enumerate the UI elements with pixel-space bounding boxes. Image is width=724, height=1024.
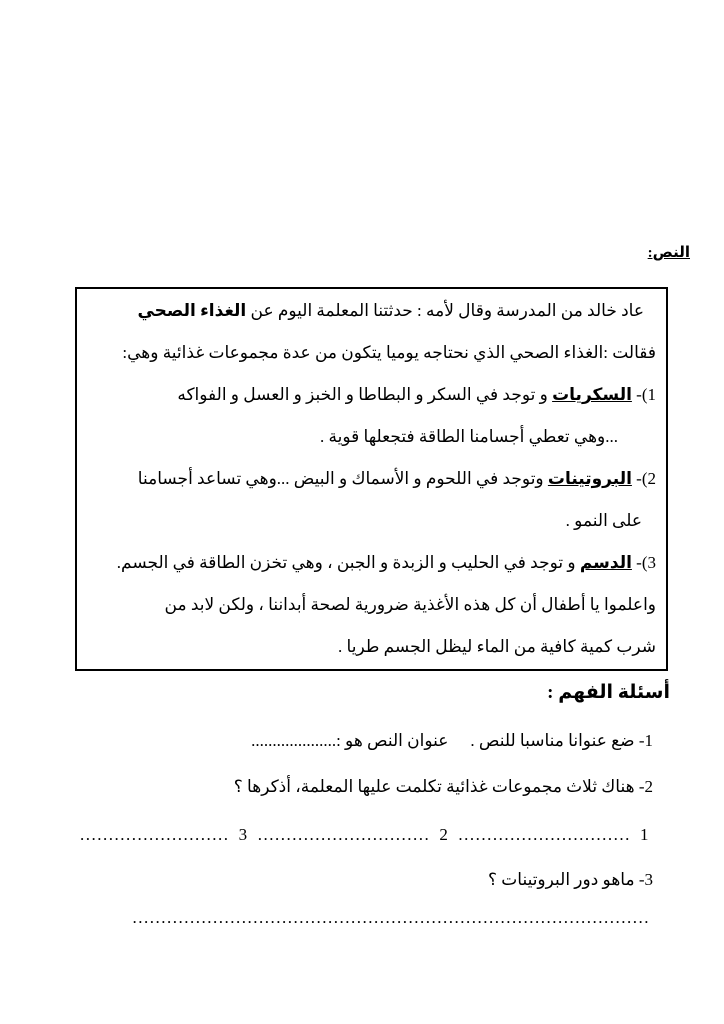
question-3: 3- ماهو دور البروتينات ؟	[487, 870, 653, 889]
intro-line-1	[87, 290, 656, 332]
question-1	[0, 729, 653, 753]
answer-number-3: 3	[238, 825, 249, 844]
item2-term-underlined: البروتينات	[547, 469, 632, 488]
reading-text-box	[75, 287, 668, 671]
intro-topic-bold: الغذاء الصحي	[137, 301, 247, 320]
question-1-text: 1- ضع عنوانا مناسبا للنص .	[470, 731, 653, 750]
item1-text: و توجد في السكر و البطاطا و الخبز و العسل و الفواكه	[177, 385, 553, 404]
list-item-sugars	[87, 374, 656, 416]
question-2: 2- هناك ثلاث مجموعات غذائية تكلمت عليها المعلمة، أذكرها ؟	[233, 777, 653, 796]
question-2-answer-blanks	[80, 823, 650, 847]
answer-number-1: 1	[640, 825, 650, 844]
question-1-answer-blank: ....................	[251, 731, 337, 750]
list-item-proteins	[87, 458, 656, 500]
item1-term-underlined: السكريات	[552, 385, 632, 404]
answer-blank-2: ..............................	[257, 825, 431, 844]
item1-number: 1)-	[631, 385, 656, 404]
answer-number-2: 2	[439, 825, 450, 844]
closing-line-1: واعلموا يا أطفال أن كل هذه الأغذية ضرورية لصحة أبداننا ، ولكن لابد من	[164, 595, 656, 614]
intro-line-2: فقالت :الغذاء الصحي الذي نحتاجه يوميا يتكون من عدة مجموعات غذائية وهي:	[122, 343, 656, 362]
item3-term-underlined: الدسم	[579, 553, 632, 572]
question-3-answer-blank: ..........................................................................................	[132, 908, 650, 927]
intro-text: عاد خالد من المدرسة وقال لأمه : حدثتنا المعلمة اليوم عن	[246, 301, 644, 320]
item2-text: وتوجد في اللحوم و الأسماك و البيض ...وهي تساعد أجسامنا	[137, 469, 548, 488]
list-item-proteins-continuation: على النمو .	[565, 511, 642, 530]
item3-number: 3)-	[631, 553, 656, 572]
section-label: النص:	[647, 245, 690, 261]
list-item-sugars-continuation: ...وهي تعطي أجسامنا الطاقة فتجعلها قوية .	[320, 427, 618, 446]
answer-blank-1: ..............................	[458, 825, 631, 844]
answer-blank-3: ..........................	[80, 825, 230, 844]
item2-number: 2)-	[631, 469, 656, 488]
item3-text: و توجد في الحليب و الزبدة و الجبن ، وهي تخزن الطاقة في الجسم.	[116, 553, 580, 572]
question-1-answer-label: عنوان النص هو :	[336, 731, 449, 750]
comprehension-questions-heading: أسئلة الفهم :	[547, 682, 670, 703]
list-item-fats	[87, 542, 656, 584]
closing-line-2: شرب كمية كافية من الماء ليظل الجسم طريا .	[338, 637, 656, 656]
